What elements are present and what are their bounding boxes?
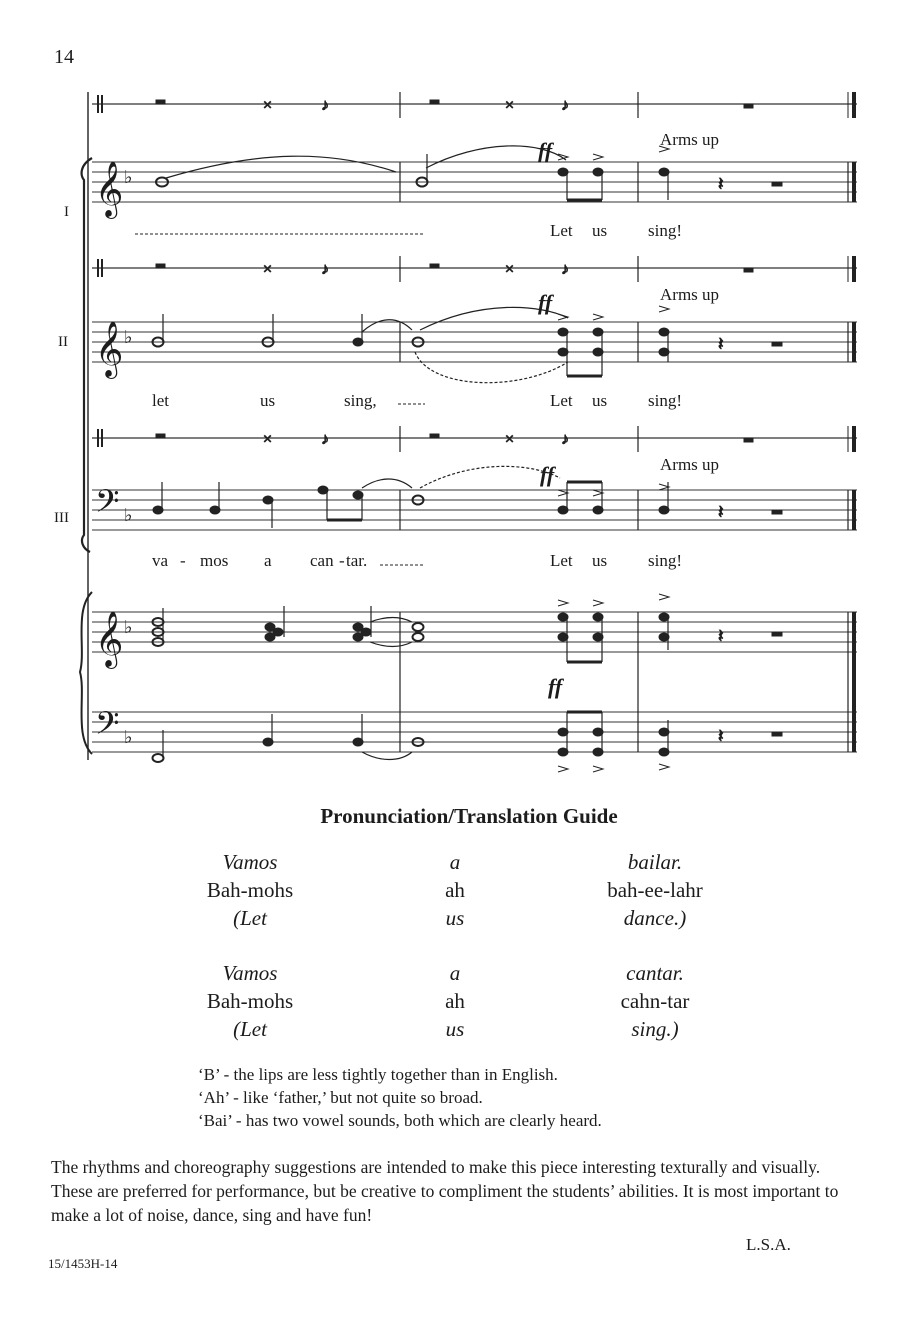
note-line: ‘Ah’ - like ‘father,’ but not quite so broad. xyxy=(198,1088,483,1107)
staff-piano-bass xyxy=(92,712,857,752)
svg-text:×: × xyxy=(505,97,515,114)
word: cahn-tar xyxy=(620,989,690,1013)
svg-text:×: × xyxy=(505,431,515,448)
catalog-code: 15/1453H-14 xyxy=(48,1256,118,1271)
english-row xyxy=(150,1015,750,1043)
lyric: us xyxy=(592,221,608,240)
word: us xyxy=(445,906,465,930)
word: Bah-mohs xyxy=(206,989,294,1013)
lyric: sing! xyxy=(648,221,682,240)
svg-text:×: × xyxy=(505,261,515,278)
word: ah xyxy=(445,989,465,1013)
svg-text:×: × xyxy=(263,431,273,448)
svg-text:×: × xyxy=(263,97,273,114)
cue-arms-up: Arms up xyxy=(660,455,720,474)
word: Bah-mohs xyxy=(206,878,294,902)
treble-clef-icon: 𝄞 xyxy=(95,323,124,376)
author-initials: L.S.A. xyxy=(746,1235,791,1254)
lyric: sing, xyxy=(344,391,377,410)
flat-icon: ♭ xyxy=(124,727,133,747)
staff-piano-treble xyxy=(92,612,857,652)
word: dance.) xyxy=(623,906,687,930)
guide-title: Pronunciation/Translation Guide xyxy=(320,804,618,828)
svg-text:♪: ♪ xyxy=(321,261,329,278)
dynamic-ff: ff xyxy=(538,290,553,315)
lyric: sing! xyxy=(648,551,682,570)
word: Vamos xyxy=(222,961,278,985)
flat-icon: ♭ xyxy=(124,505,133,525)
bass-clef-icon: 𝄢 xyxy=(95,485,120,527)
cue-arms-up: Arms up xyxy=(660,285,720,304)
pronunciation-table xyxy=(150,848,750,1043)
lyric: sing! xyxy=(648,391,682,410)
treble-clef-icon: 𝄞 xyxy=(95,163,124,216)
lyrics-voice-II xyxy=(152,391,682,410)
word: sing.) xyxy=(631,1017,679,1041)
dynamic-ff: ff xyxy=(548,674,563,699)
english-row xyxy=(150,904,750,932)
lyric: mos xyxy=(200,551,229,570)
rhythm-line-2 xyxy=(98,256,854,282)
svg-text:𝄽: 𝄽 xyxy=(718,334,724,354)
flat-icon: ♭ xyxy=(124,327,133,347)
part-label: III xyxy=(54,510,69,526)
lyric: Let xyxy=(550,551,573,570)
note-line: ‘Bai’ - has two vowel sounds, both which are clearly heard. xyxy=(198,1111,602,1130)
svg-text:♪: ♪ xyxy=(561,261,569,278)
svg-text:𝄽: 𝄽 xyxy=(718,174,724,194)
rhythm-line-3 xyxy=(98,426,854,452)
lyric: let xyxy=(152,391,169,410)
svg-text:𝄽: 𝄽 xyxy=(718,626,724,646)
lyric: va xyxy=(152,551,169,570)
piano-treble-notes xyxy=(153,606,783,662)
page-number: 14 xyxy=(54,46,74,68)
svg-text:𝄽: 𝄽 xyxy=(718,726,724,746)
lyric: Let xyxy=(550,391,573,410)
flat-icon: ♭ xyxy=(124,617,133,637)
spanish-row xyxy=(150,848,750,876)
staff-III xyxy=(92,490,857,530)
word: us xyxy=(445,1017,465,1041)
word: a xyxy=(449,961,461,985)
lyric: - xyxy=(180,551,186,570)
lyric: us xyxy=(592,391,608,410)
svg-text:𝄽: 𝄽 xyxy=(718,502,724,522)
flat-icon: ♭ xyxy=(124,167,133,187)
dynamic-ff: ff xyxy=(540,462,555,487)
word: bah-ee-lahr xyxy=(607,878,703,902)
staff-II xyxy=(92,322,857,362)
svg-text:♪: ♪ xyxy=(561,431,569,448)
lyric: us xyxy=(260,391,276,410)
word: cantar. xyxy=(626,961,684,985)
phonetic-row xyxy=(150,987,750,1015)
lyric: tar. xyxy=(346,551,368,570)
word: a xyxy=(449,850,461,874)
bass-clef-icon: 𝄢 xyxy=(95,707,120,749)
lyrics-voice-I xyxy=(550,221,682,240)
svg-text:×: × xyxy=(263,261,273,278)
word: bailar. xyxy=(627,850,683,874)
word: (Let xyxy=(233,1017,267,1041)
voice-I-notes xyxy=(135,146,782,234)
treble-clef-icon: 𝄞 xyxy=(95,613,124,666)
pronunciation-notes xyxy=(198,1063,602,1132)
cue-arms-up: Arms up xyxy=(660,130,720,149)
dynamic-ff: ff xyxy=(538,138,553,163)
part-label: I xyxy=(64,204,69,220)
lyric: can xyxy=(310,551,334,570)
word: Vamos xyxy=(222,850,278,874)
staff-I xyxy=(92,162,857,202)
svg-text:♪: ♪ xyxy=(321,97,329,114)
spanish-row xyxy=(150,959,750,987)
svg-text:♪: ♪ xyxy=(321,431,329,448)
svg-text:♪: ♪ xyxy=(561,97,569,114)
lyric: a xyxy=(264,551,272,570)
rhythm-line-1 xyxy=(98,92,854,118)
lyrics-voice-III xyxy=(152,551,682,570)
lyric: - xyxy=(339,551,345,570)
word: (Let xyxy=(233,906,267,930)
performance-note: The rhythms and choreography suggestions are intended to make this piece interesting texturally and visually. These are preferred for performance, but be creative to compliment the students’ abilities. It is most important to make a lot of noise, dance, sing and have fun! xyxy=(51,1157,839,1225)
part-label: II xyxy=(58,334,68,350)
voice-III-notes xyxy=(153,466,782,565)
lyric: us xyxy=(592,551,608,570)
note-line: ‘B’ - the lips are less tightly together than in English. xyxy=(198,1065,558,1084)
word: ah xyxy=(445,878,465,902)
piano-bass-notes xyxy=(153,712,783,762)
lyric: Let xyxy=(550,221,573,240)
phonetic-row xyxy=(150,876,750,904)
